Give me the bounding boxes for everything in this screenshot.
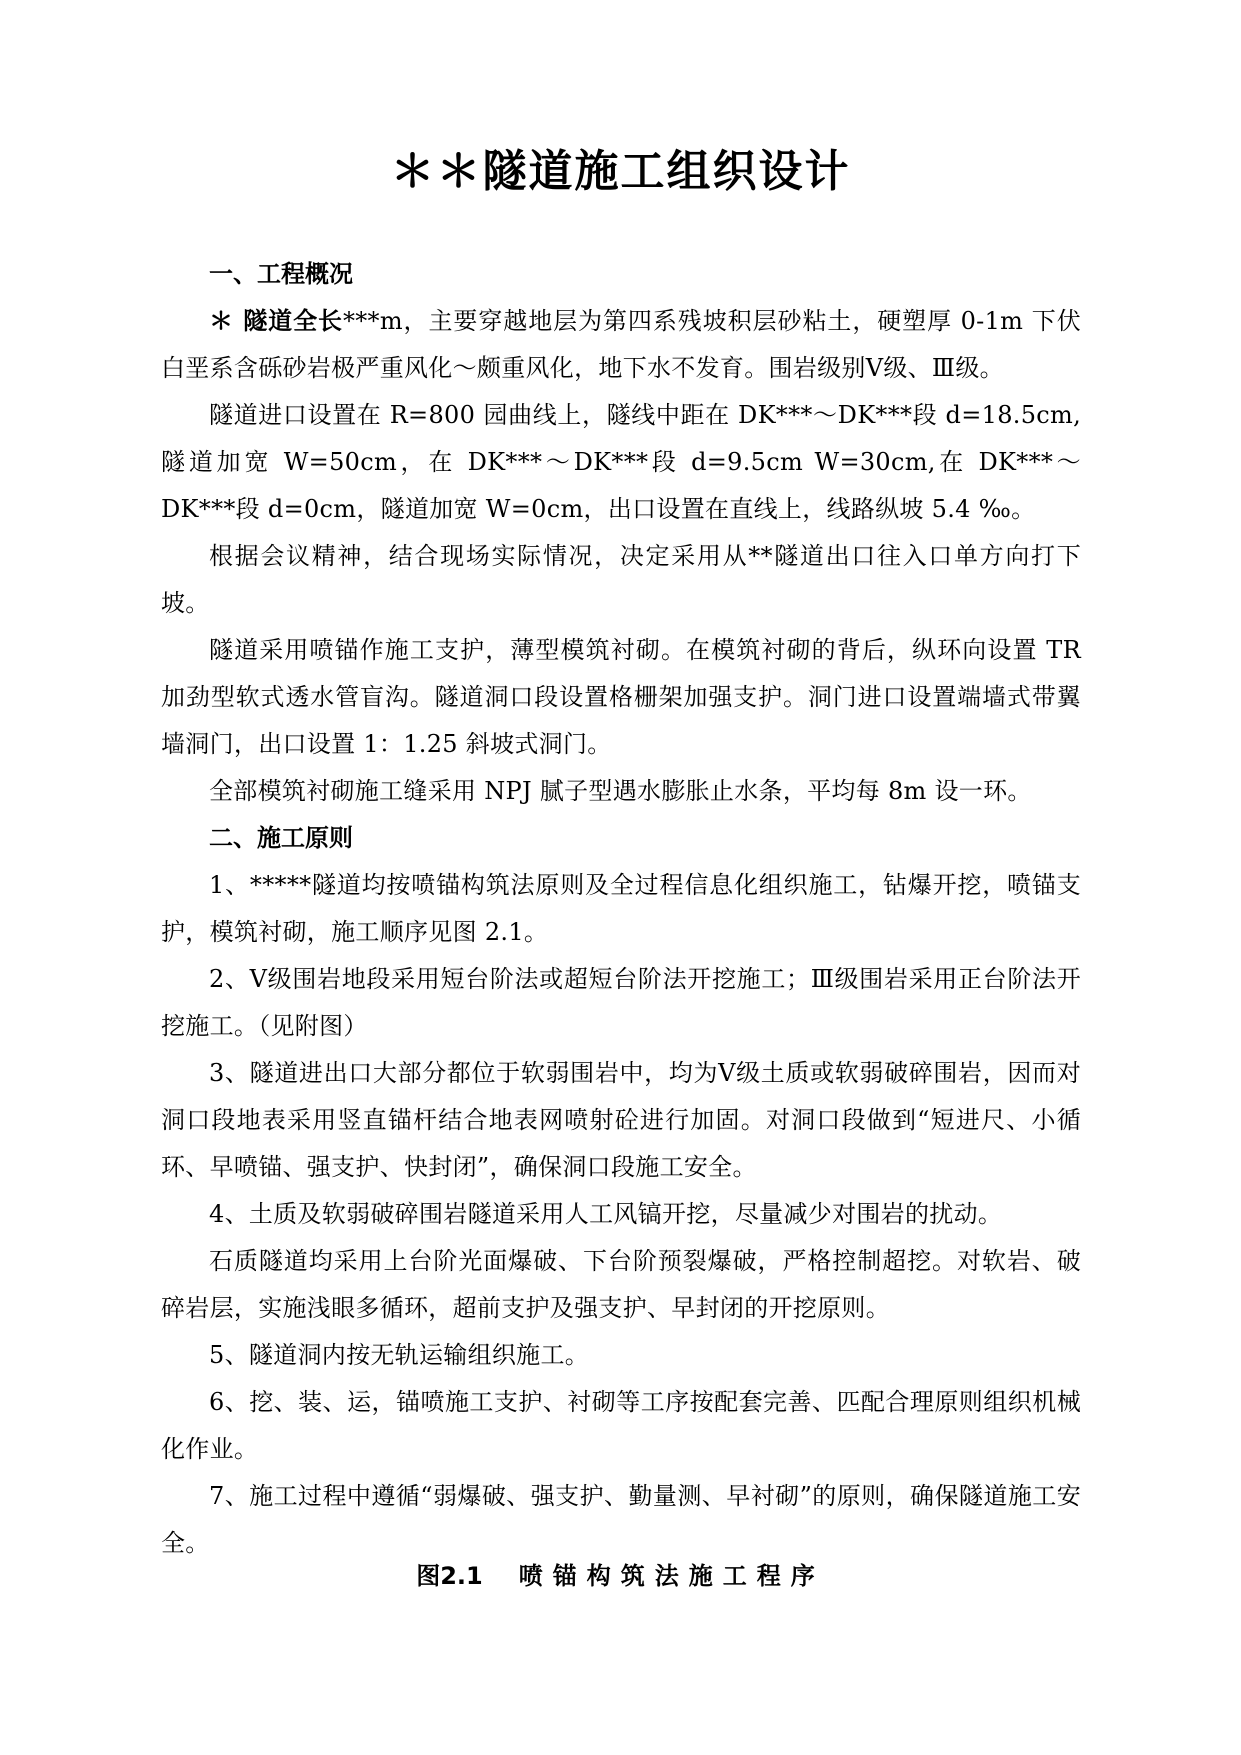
figure-caption (0, 1556, 1241, 1596)
paragraph: 全部模筑衬砌施工缝采用 NPJ 腻子型遇水膨胀止水条，平均每 8m 设一环。 (209, 777, 1032, 805)
section-heading-principles: 二、施工原则 (209, 824, 353, 852)
paragraph: 1、*****隧道均按喷锚构筑法原则及全过程信息化组织施工，钻爆开挖，喷锚支护，模筑衬砌，施工顺序见图 2.1。 (161, 871, 1081, 946)
paragraph: 3、隧道进出口大部分都位于软弱围岩中，均为Ⅴ级土质或软弱破碎围岩，因而对洞口段地表采用竖直锚杆结合地表网喷射砼进行加固。对洞口段做到“短进尺、小循环、早喷锚、强支护、快封闭”，确保洞口段施工安全。 (161, 1059, 1081, 1181)
paragraph-lead: ＊ 隧道全长 (209, 307, 343, 335)
document-body (161, 251, 1081, 1567)
paragraph: 隧道采用喷锚作施工支护，薄型模筑衬砌。在模筑衬砌的背后，纵环向设置 TR 加劲型软式透水管盲沟。隧道洞口段设置格栅架加强支护。洞门进口设置端墙式带翼墙洞门，出口设置 1：1.25 斜坡式洞门。 (161, 636, 1081, 758)
document-title: ＊＊隧道施工组织设计 (390, 146, 851, 197)
paragraph: 石质隧道均采用上台阶光面爆破、下台阶预裂爆破，严格控制超挖。对软岩、破碎岩层，实施浅眼多循环，超前支护及强支护、早封闭的开挖原则。 (161, 1247, 1081, 1322)
paragraph: 根据会议精神，结合现场实际情况，决定采用从**隧道出口往入口单方向打下坡。 (161, 542, 1081, 617)
paragraph (161, 298, 1081, 392)
figure-number: 图2.1 (416, 1562, 483, 1590)
paragraph: 隧道进口设置在 R=800 园曲线上，隧线中距在 DK***～DK***段 d=18.5cm,隧道加宽 W=50cm，在 DK***～DK***段 d=9.5cm W=30cm,在 DK***～DK***段 d=0cm，隧道加宽 W=0cm，出口设置在直线上，线路纵坡 5.4 ‰。 (161, 401, 1081, 523)
paragraph: 4、土质及软弱破碎围岩隧道采用人工风镐开挖，尽量减少对围岩的扰动。 (209, 1200, 1003, 1228)
section-heading-overview: 一、工程概况 (209, 260, 353, 288)
paragraph: 5、隧道洞内按无轨运输组织施工。 (209, 1341, 590, 1369)
paragraph: 2、Ⅴ级围岩地段采用短台阶法或超短台阶法开挖施工；Ⅲ级围岩采用正台阶法开挖施工。（见附图） (161, 965, 1081, 1040)
paragraph-text: ***m，主要穿越地层为第四系残坡积层砂粘土，硬塑厚 0-1m 下伏白垩系含砾砂岩极严重风化～颇重风化，地下水不发育。围岩级别Ⅴ级、Ⅲ级。 (161, 307, 1082, 382)
figure-title: 喷锚构筑法施工程序 (518, 1562, 825, 1590)
paragraph: 6、挖、装、运，锚喷施工支护、衬砌等工序按配套完善、匹配合理原则组织机械化作业。 (161, 1388, 1081, 1463)
paragraph: 7、施工过程中遵循“弱爆破、强支护、勤量测、早衬砌”的原则，确保隧道施工安全。 (161, 1482, 1081, 1557)
